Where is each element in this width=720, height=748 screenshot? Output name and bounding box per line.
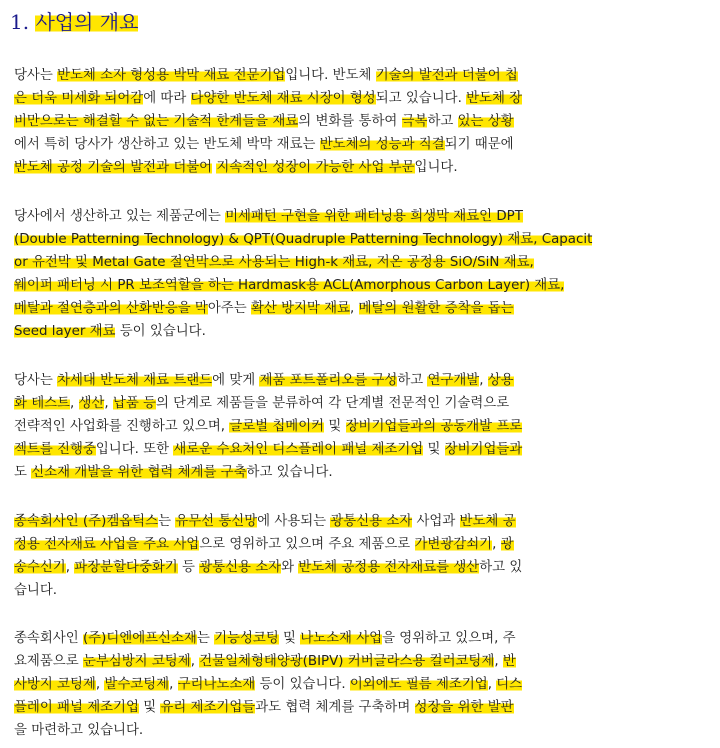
highlighted-text: 메탈의 원활한 증착을 돕는 xyxy=(358,301,514,316)
section-heading xyxy=(10,6,138,35)
highlighted-text: 유리 제조기업들 xyxy=(160,700,256,715)
highlighted-text: 눈부심방지 코팅제 xyxy=(82,654,191,669)
plain-text: 및 xyxy=(423,442,445,457)
text-line xyxy=(14,64,610,87)
highlighted-text: 있는 상황 xyxy=(457,114,514,129)
plain-text: 습니다. xyxy=(14,583,58,598)
highlighted-text: 구리나노소재 xyxy=(177,677,256,692)
highlighted-text: (주)디엔에프신소재 xyxy=(82,631,197,646)
highlighted-text: 신소재 개발을 위한 협력 체계를 구축 xyxy=(31,465,247,480)
highlighted-text: 건물일체형태양광(BIPV) 커버글라스용 컬러코팅제 xyxy=(199,654,495,669)
highlighted-text: 비만으로는 해결할 수 없는 기술적 한계들을 재료 xyxy=(14,114,299,129)
plain-text: 하고 있습니다. xyxy=(246,465,333,480)
plain-text: 되고 있습니다. xyxy=(375,91,467,106)
highlighted-text: 이외에도 필름 제조기업 xyxy=(349,677,488,692)
plain-text: , xyxy=(487,677,497,692)
text-line xyxy=(14,627,610,650)
highlighted-text: Seed layer 재료 xyxy=(14,324,116,339)
highlighted-text: 젝트를 진행중 xyxy=(14,442,96,457)
highlighted-text: 파장분할다중화기 xyxy=(74,560,178,575)
plain-text: 아주는 xyxy=(207,301,251,316)
text-line xyxy=(14,719,610,742)
text-line xyxy=(14,110,610,133)
highlighted-text: 새로운 수요처인 디스플레이 패널 제조기업 xyxy=(173,442,424,457)
plain-text: , xyxy=(492,537,501,552)
highlighted-text: 제품 포트폴리오를 구성 xyxy=(259,373,398,388)
highlighted-text: 상용 xyxy=(487,373,514,388)
highlighted-text: 극복 xyxy=(401,114,428,129)
text-line xyxy=(14,156,610,179)
plain-text: 요제품으로 xyxy=(14,654,83,669)
highlighted-text: 반도체 장 xyxy=(466,91,523,106)
plain-text: , xyxy=(190,654,200,669)
plain-text: , xyxy=(95,677,105,692)
highlighted-text: 반 xyxy=(502,654,516,669)
plain-text: 등 xyxy=(177,560,200,575)
plain-text: , xyxy=(65,560,75,575)
section-title: 사업의 개요 xyxy=(35,10,139,34)
plain-text: 하고 있 xyxy=(479,560,523,575)
highlighted-text: 미세패턴 구현을 위한 패터닝용 희생막 재료인 DPT xyxy=(225,209,523,224)
plain-text: 에 사용되는 xyxy=(257,514,331,529)
highlighted-text: or 유전막 및 Metal Gate 절연막으로 사용되는 High-k 재료, 저온 공정용 SiO/SiN 재료, xyxy=(14,255,534,270)
highlighted-text: 반도체 공정 기술의 발전과 더불어 xyxy=(14,160,213,175)
highlighted-text: 확산 방지막 재료 xyxy=(250,301,350,316)
highlighted-text: 반도체 공정용 전자재료를 생산 xyxy=(298,560,480,575)
plain-text: , xyxy=(479,373,488,388)
text-line xyxy=(14,274,610,297)
plain-text: 등이 있습니다. xyxy=(115,324,206,339)
plain-text: 당사는 xyxy=(14,68,58,83)
plain-text: 당사는 xyxy=(14,373,58,388)
plain-text: 및 xyxy=(324,419,346,434)
paragraph-subsidiary-dnf-new-materials xyxy=(14,627,610,742)
highlighted-text: 성장을 위한 발판 xyxy=(414,700,514,715)
section-number: 1. xyxy=(10,10,30,34)
plain-text: 하고 xyxy=(427,114,458,129)
plain-text: , xyxy=(70,396,79,411)
plain-text: 을 영위하고 있으며, 주 xyxy=(382,631,516,646)
highlighted-text: 발수코팅제 xyxy=(104,677,170,692)
highlighted-text: 납품 등 xyxy=(112,396,156,411)
plain-text: 는 xyxy=(196,631,215,646)
text-line xyxy=(14,392,610,415)
text-line xyxy=(14,696,610,719)
highlighted-text: 종속회사인 (주)켐옵틱스 xyxy=(14,514,159,529)
plain-text: 을 마련하고 있습니다. xyxy=(14,723,144,738)
text-line xyxy=(14,650,610,673)
highlighted-text: 반도체 소자 형성용 박막 재료 전문기업 xyxy=(57,68,286,83)
plain-text: 하고 xyxy=(397,373,428,388)
plain-text: 도 xyxy=(14,465,32,480)
plain-text: 및 xyxy=(278,631,301,646)
text-line xyxy=(14,510,610,533)
highlighted-text: 메탈과 절연층과의 산화반응을 막 xyxy=(14,301,208,316)
plain-text: 에 맞게 xyxy=(212,373,260,388)
text-line xyxy=(14,673,610,696)
text-line xyxy=(14,579,610,602)
paragraph-business-overview xyxy=(14,64,610,179)
highlighted-text: 플레이 패널 제조기업 xyxy=(14,700,139,715)
plain-text: 및 xyxy=(138,700,161,715)
plain-text: 입니다. 또한 xyxy=(95,442,174,457)
text-line xyxy=(14,461,610,484)
text-line xyxy=(14,228,610,251)
highlighted-text: 유무선 통신망 xyxy=(175,514,258,529)
highlighted-text: 가변광감쇠기 xyxy=(414,537,493,552)
plain-text: , xyxy=(494,654,503,669)
highlighted-text: 정용 전자재료 사업을 주요 사업 xyxy=(14,537,200,552)
plain-text: 전략적인 사업화를 진행하고 있으며, xyxy=(14,419,230,434)
text-line xyxy=(14,251,610,274)
highlighted-text: 다양한 반도체 재료 시장이 형성 xyxy=(190,91,376,106)
plain-text: 당사에서 생산하고 있는 제품군에는 xyxy=(14,209,226,224)
text-line xyxy=(14,415,610,438)
text-line xyxy=(14,320,610,343)
plain-text: 의 변화를 통하여 xyxy=(298,114,402,129)
highlighted-text: 반도체의 성능과 직결 xyxy=(319,137,445,152)
plain-text: 등이 있습니다. xyxy=(255,677,350,692)
text-line xyxy=(14,556,610,579)
text-line xyxy=(14,87,610,110)
highlighted-text: 광통신용 소자 xyxy=(199,560,282,575)
highlighted-text: 장비기업들과 xyxy=(444,442,523,457)
highlighted-text: 디스 xyxy=(496,677,523,692)
highlighted-text: 광통신용 소자 xyxy=(330,514,413,529)
plain-text: 입니다. 반도체 xyxy=(285,68,376,83)
highlighted-text: (Double Patterning Technology) & QPT(Quadruple Patterning Technology) 재료, Capacit xyxy=(14,232,593,247)
highlighted-text: 송수신기 xyxy=(14,560,66,575)
highlighted-text: 기능성코팅 xyxy=(214,631,279,646)
highlighted-text: 사방지 코팅제 xyxy=(14,677,96,692)
paragraph-product-lineup xyxy=(14,205,610,343)
plain-text: 에서 특히 당사가 생산하고 있는 반도체 박막 재료는 xyxy=(14,137,320,152)
highlighted-text: 기술의 발전과 더불어 칩 xyxy=(375,68,518,83)
highlighted-text: 지속적인 성장이 가능한 사업 부문 xyxy=(216,160,415,175)
plain-text: 되기 때문에 xyxy=(444,137,514,152)
plain-text: 과도 협력 체계를 구축하며 xyxy=(255,700,415,715)
text-line xyxy=(14,133,610,156)
plain-text: 의 단계로 제품들을 분류하여 각 단계별 전문적인 기술력으로 xyxy=(155,396,510,411)
plain-text: 에 따라 xyxy=(143,91,191,106)
text-line xyxy=(14,369,610,392)
plain-text: 와 xyxy=(281,560,299,575)
text-line xyxy=(14,297,610,320)
text-line xyxy=(14,205,610,228)
highlighted-text: 연구개발 xyxy=(427,373,480,388)
highlighted-text: 장비기업들과의 공동개발 프로 xyxy=(345,419,523,434)
highlighted-text: 웨이퍼 패터닝 시 PR 보조역할을 하는 Hardmask용 ACL(Amorphous Carbon Layer) 재료, xyxy=(14,278,565,293)
highlighted-text: 광 xyxy=(500,537,514,552)
highlighted-text: 생산 xyxy=(78,396,105,411)
plain-text: , xyxy=(104,396,113,411)
highlighted-text: 반도체 공 xyxy=(459,514,516,529)
highlighted-text: 은 더욱 미세화 되어감 xyxy=(14,91,144,106)
highlighted-text: 글로벌 칩메이커 xyxy=(229,419,325,434)
paragraph-development-strategy xyxy=(14,369,610,484)
paragraph-subsidiary-chemoptics xyxy=(14,510,610,602)
highlighted-text: 차세대 반도체 재료 트랜드 xyxy=(57,373,213,388)
plain-text: 종속회사인 xyxy=(14,631,83,646)
plain-text: 입니다. xyxy=(414,160,458,175)
plain-text: 으로 영위하고 있으며 주요 제품으로 xyxy=(199,537,415,552)
plain-text: , xyxy=(169,677,178,692)
text-line xyxy=(14,533,610,556)
plain-text: 는 xyxy=(158,514,176,529)
highlighted-text: 나노소재 사업 xyxy=(300,631,383,646)
plain-text: , xyxy=(350,301,359,316)
text-line xyxy=(14,438,610,461)
plain-text: 사업과 xyxy=(412,514,460,529)
highlighted-text: 화 테스트 xyxy=(14,396,70,411)
